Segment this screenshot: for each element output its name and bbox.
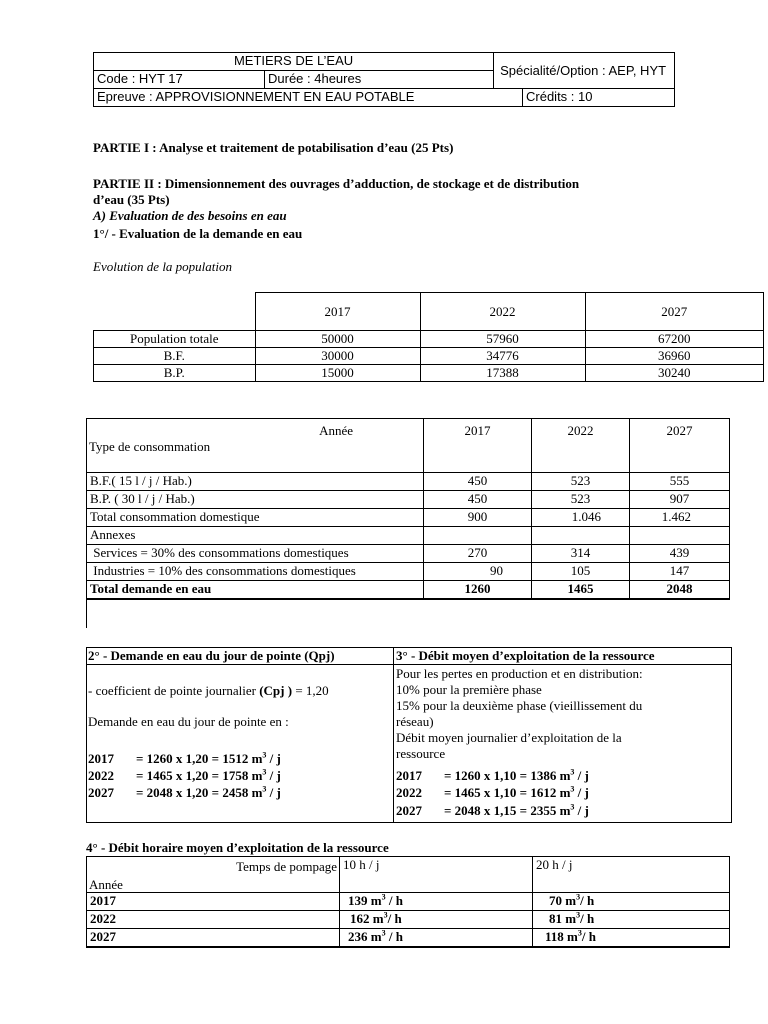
consommation-row-label: Annexes (87, 527, 424, 545)
consommation-year-header: 2022 (532, 419, 630, 473)
superscript: 3 (570, 767, 575, 777)
consommation-cell: 907 (630, 491, 730, 509)
column-divider (393, 647, 394, 822)
superscript: 3 (381, 892, 386, 902)
superscript: 3 (570, 784, 575, 794)
population-cell: 50000 (255, 331, 420, 348)
population-cell: 30000 (255, 348, 420, 365)
debit-text (396, 666, 643, 762)
debit-text-line: Débit moyen journalier d’exploitation de la (396, 730, 622, 745)
debit-unit: / j (574, 768, 589, 783)
horaire-value: 162 m (350, 911, 384, 926)
pointe-unit: / j (266, 768, 281, 783)
superscript: 3 (576, 910, 581, 920)
consommation-type-label: Type de consommation (89, 439, 211, 454)
superscript: 3 (262, 784, 267, 794)
consommation-row (87, 491, 730, 509)
consommation-cell (630, 527, 730, 545)
consommation-cell: 314 (532, 545, 630, 563)
consommation-cell: 450 (424, 473, 532, 491)
pointe-title: 2° - Demande en eau du jour de pointe (Qpj) (88, 648, 335, 663)
table-divider (86, 600, 87, 628)
debit-year: 2017 (396, 768, 422, 783)
horaire-unit: / h (580, 911, 595, 926)
superscript: 3 (570, 802, 575, 812)
horaire-unit: / h (385, 893, 403, 908)
header-code: Code : HYT 17 (94, 71, 265, 89)
horaire-cell (340, 929, 533, 947)
consommation-cell: 555 (630, 473, 730, 491)
horaire-row (87, 911, 730, 929)
consommation-row (87, 563, 730, 581)
header-table (93, 52, 675, 107)
q1-heading: 1°/ - Evaluation de la demande en eau (93, 226, 303, 241)
partie2-heading-line2: d’eau (35 Pts) (93, 192, 170, 207)
pointe-calc-line (88, 751, 281, 767)
horaire-value: 81 m (549, 911, 577, 926)
consommation-cell: 90 (424, 563, 532, 581)
header-title: METIERS DE L’EAU (94, 53, 494, 71)
pointe-calc: = 2048 x 1,20 = 2458 m (136, 785, 263, 800)
consommation-row-label: B.P. ( 30 l / j / Hab.) (87, 491, 424, 509)
population-row (94, 331, 764, 348)
horaire-value: 236 m (348, 929, 382, 944)
consommation-row (87, 527, 730, 545)
horaire-unit: / h (385, 929, 403, 944)
consommation-row (87, 509, 730, 527)
consommation-annee-label: Année (319, 423, 353, 438)
debit-calc-line (396, 785, 589, 801)
horaire-header-cell (87, 857, 340, 893)
debit-calc-line (396, 803, 589, 819)
population-row (94, 348, 764, 365)
population-cell: 15000 (255, 365, 420, 382)
debit-unit: / j (574, 803, 589, 818)
horaire-table (86, 856, 730, 948)
horaire-unit: / h (387, 911, 402, 926)
population-cell: 57960 (420, 331, 585, 348)
header-epreuve: Epreuve : APPROVISIONNEMENT EN EAU POTABLE (94, 89, 523, 107)
pointe-year: 2027 (88, 785, 114, 800)
consommation-cell: 1.046 (532, 509, 630, 527)
consommation-cell: 1.462 (630, 509, 730, 527)
debit-text-line: Pour les pertes en production et en distribution: (396, 666, 643, 681)
pointe-unit: / j (266, 751, 281, 766)
debit-unit: / j (574, 785, 589, 800)
horaire-unit: / h (580, 893, 595, 908)
population-year-header: 2017 (255, 293, 420, 331)
horaire-value: 70 m (549, 893, 577, 908)
debit-text-line: réseau) (396, 714, 434, 729)
debit-text-line: 15% pour la deuxième phase (vieillissement du (396, 698, 643, 713)
consommation-cell (424, 527, 532, 545)
header-duree: Durée : 4heures (265, 71, 494, 89)
consommation-cell: 439 (630, 545, 730, 563)
consommation-total-cell: 1260 (424, 581, 532, 599)
consommation-cell (532, 527, 630, 545)
population-cell: 17388 (420, 365, 585, 382)
superscript: 3 (262, 750, 267, 760)
population-cell: 30240 (585, 365, 764, 382)
horaire-cell (340, 893, 533, 911)
pointe-calc: = 1260 x 1,20 = 1512 m (136, 751, 263, 766)
population-row-label: Population totale (94, 331, 256, 348)
horaire-col-header: 10 h / j (340, 857, 533, 893)
pointe-coefficient (88, 683, 329, 699)
horaire-annee-label: Année (89, 877, 123, 892)
horaire-temps-label: Temps de pompage (236, 859, 337, 874)
pointe-demande-label: Demande en eau du jour de pointe en : (88, 714, 289, 729)
population-cell: 36960 (585, 348, 764, 365)
population-row-label: B.F. (94, 348, 256, 365)
consommation-table (86, 418, 730, 600)
debit-text-line: ressource (396, 746, 446, 761)
superscript: 3 (262, 767, 267, 777)
horaire-value: 139 m (348, 893, 382, 908)
pointe-year: 2017 (88, 751, 114, 766)
consommation-cell: 147 (630, 563, 730, 581)
superscript: 3 (576, 892, 581, 902)
header-specialite: Spécialité/Option : AEP, HYT (494, 53, 675, 89)
horaire-value: 118 m (545, 929, 578, 944)
consommation-cell: 523 (532, 491, 630, 509)
horaire-cell (533, 893, 730, 911)
row-divider (86, 664, 731, 665)
population-year-header: 2027 (585, 293, 764, 331)
consommation-row (87, 545, 730, 563)
consommation-total-cell: 1465 (532, 581, 630, 599)
consommation-row-label: Services = 30% des consommations domestiques (87, 545, 424, 563)
consommation-total-cell: 2048 (630, 581, 730, 599)
superscript: 3 (381, 928, 386, 938)
consommation-row-label: Total consommation domestique (87, 509, 424, 527)
pointe-year: 2022 (88, 768, 114, 783)
pointe-calc: = 1465 x 1,20 = 1758 m (136, 768, 263, 783)
horaire-row (87, 929, 730, 947)
superscript: 3 (383, 910, 388, 920)
population-year-header: 2022 (420, 293, 585, 331)
coef-symbol: (Cpj ) (259, 683, 293, 698)
consommation-cell: 900 (424, 509, 532, 527)
coef-text: - coefficient de pointe journalier (88, 683, 260, 698)
horaire-cell (340, 911, 533, 929)
consommation-total-label: Total demande en eau (87, 581, 424, 599)
debit-calc: = 1465 x 1,10 = 1612 m (444, 785, 571, 800)
superscript: 3 (577, 928, 582, 938)
debit-calc: = 2048 x 1,15 = 2355 m (444, 803, 571, 818)
population-table (93, 292, 764, 382)
horaire-cell (533, 911, 730, 929)
debit-title: 3° - Débit moyen d’exploitation de la ressource (396, 648, 655, 663)
population-cell: 67200 (585, 331, 764, 348)
evolution-caption: Evolution de la population (93, 259, 233, 274)
horaire-col-header: 20 h / j (533, 857, 730, 893)
consommation-row-label: Industries = 10% des consommations domestiques (87, 563, 424, 581)
pointe-unit: / j (266, 785, 281, 800)
horaire-row (87, 893, 730, 911)
consommation-row-label: B.F.( 15 l / j / Hab.) (87, 473, 424, 491)
pointe-calc-line (88, 768, 281, 784)
population-cell: 34776 (420, 348, 585, 365)
partie2-heading-line1: PARTIE II : Dimensionnement des ouvrages d’adduction, de stockage et de distribution (93, 176, 580, 191)
section-a-heading: A) Evaluation de des besoins en eau (93, 208, 287, 223)
population-corner (94, 293, 256, 331)
horaire-unit: / h (581, 929, 596, 944)
consommation-cell: 270 (424, 545, 532, 563)
consommation-cell: 105 (532, 563, 630, 581)
consommation-header-cell (87, 419, 424, 473)
population-row (94, 365, 764, 382)
horaire-year: 2017 (87, 893, 340, 911)
debit-calc: = 1260 x 1,10 = 1386 m (444, 768, 571, 783)
horaire-cell (533, 929, 730, 947)
debit-year: 2027 (396, 803, 422, 818)
debit-calc-line (396, 768, 589, 784)
consommation-year-header: 2017 (424, 419, 532, 473)
consommation-cell: 450 (424, 491, 532, 509)
partie1-heading: PARTIE I : Analyse et traitement de potabilisation d’eau (25 Pts) (93, 140, 454, 155)
horaire-title: 4° - Débit horaire moyen d’exploitation de la ressource (86, 840, 389, 855)
debit-text-line: 10% pour la première phase (396, 682, 542, 697)
coef-value: = 1,20 (292, 683, 329, 698)
horaire-year: 2027 (87, 929, 340, 947)
consommation-cell: 523 (532, 473, 630, 491)
consommation-row (87, 473, 730, 491)
debit-year: 2022 (396, 785, 422, 800)
pointe-calc-line (88, 785, 281, 801)
consommation-year-header: 2027 (630, 419, 730, 473)
population-row-label: B.P. (94, 365, 256, 382)
horaire-year: 2022 (87, 911, 340, 929)
header-credits: Crédits : 10 (523, 89, 675, 107)
consommation-total-row (87, 581, 730, 599)
